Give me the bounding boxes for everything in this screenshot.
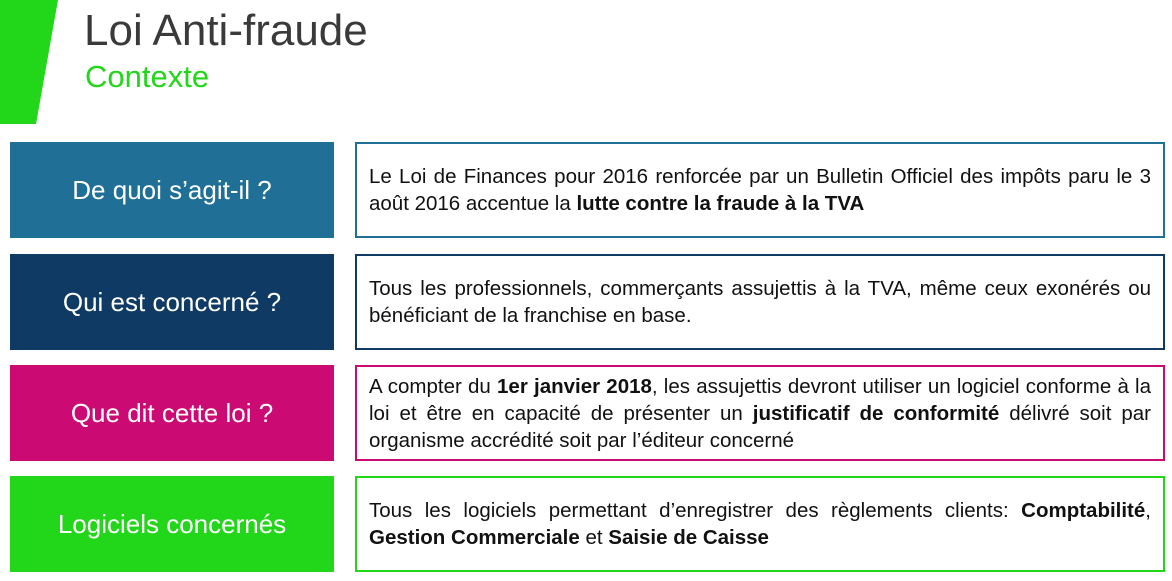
row-label-who (10, 254, 334, 350)
row-label-what (10, 142, 334, 238)
text-run: Tous les logiciels permettant d’enregistrer des règlements clients: (369, 499, 1022, 522)
text-run: Tous les professionnels, commerçants assujettis à la TVA, même ceux exonérés ou bénéficiant de la franchise en base. (369, 277, 1151, 327)
row-content-text (369, 275, 1151, 329)
text-run: et (579, 526, 609, 549)
row-content-software (355, 476, 1165, 572)
text-run: A compter du (369, 374, 498, 398)
row-content-text (369, 163, 1151, 217)
bold-text: Saisie de Caisse (608, 526, 769, 549)
bold-text: lutte contre la fraude à la TVA (576, 192, 865, 215)
row-content-text (369, 373, 1151, 454)
green-accent-shape (0, 0, 58, 124)
row-label-text: Que dit cette loi ? (70, 397, 274, 428)
row-label-text: Qui est concerné ? (62, 286, 282, 317)
row-content-what (355, 142, 1165, 238)
bold-text: Comptabilité (1021, 499, 1146, 522)
row-label-software (10, 476, 334, 572)
bold-text: Gestion Commerciale (369, 526, 580, 549)
text-run: , les assujettis devront utiliser un logiciel conforme à la loi et être en capacité de présenter un (369, 374, 1151, 425)
row-content-text (369, 497, 1151, 551)
page-subtitle: Contexte (85, 59, 210, 94)
row-content-law (355, 365, 1165, 461)
row-label-law (10, 365, 334, 461)
text-run: délivré soit par organisme accrédité soit par l’éditeur concerné (369, 401, 1151, 452)
row-content-who (355, 254, 1165, 350)
page-title: Loi Anti-fraude (84, 6, 368, 55)
row-label-text: Logiciels concernés (57, 508, 287, 539)
text-run: Le Loi de Finances pour 2016 renforcée par un Bulletin Officiel des impôts paru le 3 août 2016 accentue la (369, 165, 1151, 215)
text-run: , (1145, 499, 1151, 522)
bold-text: 1er janvier 2018 (497, 374, 652, 398)
row-label-text: De quoi s’agit-il ? (72, 174, 272, 205)
bold-text: justificatif de conformité (752, 401, 1000, 425)
